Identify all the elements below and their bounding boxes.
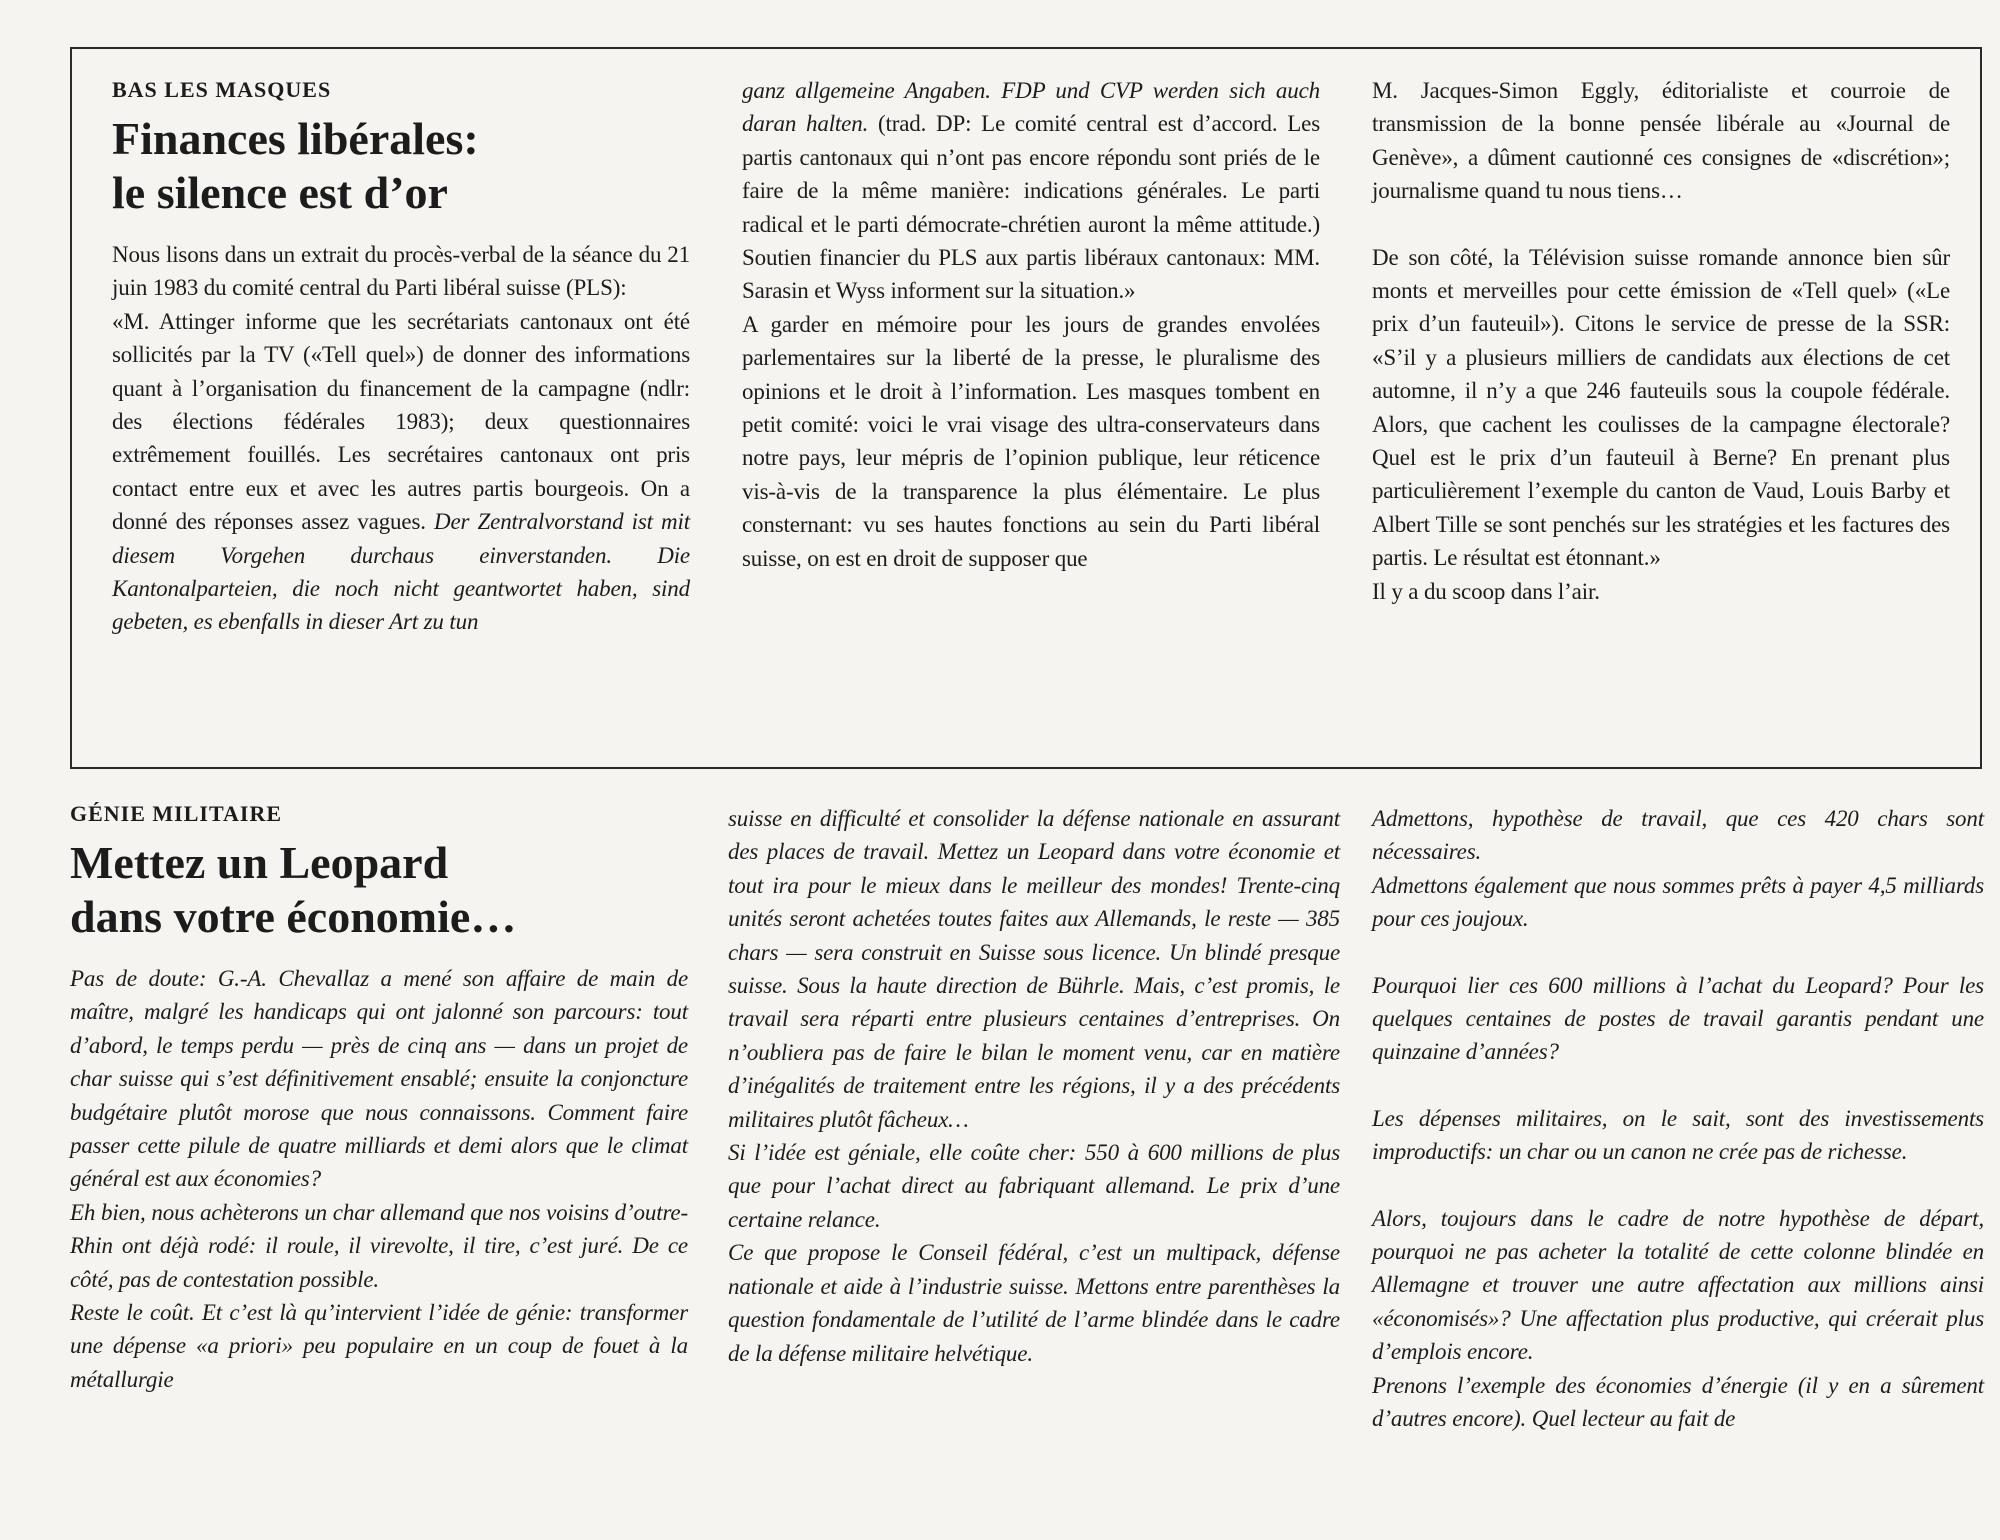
- article1-col1-paragraph2: [112, 305, 690, 639]
- article2-column1: [70, 800, 688, 1396]
- article2-column3: [1372, 802, 1984, 1436]
- article2-col2-paragraph3: Ce que propose le Conseil fédéral, c’est un multipack, défense nationale et aide à l’industrie suisse. Mettons entre parenthèses la question fondamentale de l’utilité de l’arme blindée dans le cadre de la défense militaire helvétique.: [728, 1240, 1340, 1366]
- article2-col1-paragraph2: Eh bien, nous achèterons un char allemand que nos voisins d’outre-Rhin ont déjà rodé: il roule, il virevolte, il tire, c’est juré. De ce côté, pas de contestation possible.: [70, 1199, 688, 1292]
- article2-headline: [70, 836, 688, 944]
- article1-column3: [1372, 74, 1950, 608]
- article1-col3-paragraph3: Il y a du scoop dans l’air.: [1372, 578, 1600, 604]
- article1-kicker: BAS LES MASQUES: [112, 77, 332, 102]
- article1-col1-paragraph1: Nous lisons dans un extrait du procès-verbal de la séance du 21 juin 1983 du comité central du Parti libéral suisse (PLS):: [112, 242, 690, 301]
- article2-column2: [728, 802, 1340, 1370]
- article2-col3-paragraph1: Admettons, hypothèse de travail, que ces 420 chars sont nécessaires.: [1372, 806, 1984, 865]
- article2-col3-paragraph5: Alors, toujours dans le cadre de notre hypothèse de départ, pourquoi ne pas acheter la totalité de cette colonne blindée en Allemagne et trouver une autre affectation aux millions ainsi «économisés»? Une affectation plus productive, qui créerait plus d’emplois encore.: [1372, 1205, 1984, 1365]
- article1-col2-paragraph2: A garder en mémoire pour les jours de grandes envolées parlementaires sur la liberté de la presse, le pluralisme des opinions et le droit à l’information. Les masques tombent en petit comité: voici le vrai visage des ultra-conservateurs dans notre pays, leur mépris de l’opinion publique, leur réticence vis-à-vis de la transparence la plus élémentaire. Le plus consternant: vu ses hautes fonctions au sein du Parti libéral suisse, on est en droit de supposer que: [742, 311, 1320, 571]
- article1-col3-paragraph2: De son côté, la Télévision suisse romande annonce bien sûr monts et merveilles pour cette émission de «Tell quel» («Le prix d’un fauteuil»). Citons le service de presse de la SSR: «S’il y a plusieurs milliers de candidats aux élections de cet automne, il n’y a que 246 fauteuils sous la coupole fédérale. Alors, que cachent les coulisses de la campagne électorale? Quel est le prix d’un fauteuil à Berne? En prenant plus particulièrement l’exemple du canton de Vaud, Louis Barby et Albert Tille se sont penchés sur les stratégies et les factures des partis. Le résultat est étonnant.»: [1372, 244, 1950, 571]
- article2-kicker: GÉNIE MILITAIRE: [70, 801, 283, 826]
- article1-headline-line1: Finances libérales:: [112, 113, 479, 164]
- article2-col3-paragraph6: Prenons l’exemple des économies d’énergie (il y en a sûrement d’autres encore). Quel lecteur au fait de: [1372, 1372, 1984, 1432]
- article2-headline-line1: Mettez un Leopard: [70, 837, 449, 888]
- article1-col2-german-quote: ganz allgemeine Angaben. FDP und CVP werden sich auch daran halten.: [742, 78, 1320, 137]
- article1-col2-translation: (trad. DP: Le comité central est d’accord. Les partis cantonaux qui n’ont pas encore répondu sont priés de le faire de la même manière: indications générales. Le parti radical et le parti démocrate-chrétien auront la même attitude.) Soutien financier du PLS aux partis libéraux cantonaux: MM. Sarasin et Wyss informent sur la situation.»: [742, 111, 1320, 304]
- article1-headline: [112, 112, 690, 220]
- article2-col3-paragraph2: Admettons également que nous sommes prêts à payer 4,5 milliards pour ces joujoux.: [1372, 872, 1984, 932]
- article1-col1-german-quote: Der Zentralvorstand ist mit diesem Vorgehen durchaus einverstanden. Die Kantonalparteien, die noch nicht geantwortet haben, sind gebeten, es ebenfalls in dieser Art zu tun: [112, 509, 690, 635]
- article2-headline-line2: dans votre économie…: [70, 891, 517, 942]
- article2-col1-paragraph1: Pas de doute: G.-A. Chevallaz a mené son affaire de main de maître, malgré les handicaps qui ont jalonné son parcours: tout d’abord, le temps perdu — près de cinq ans — dans un projet de char suisse qui s’est définitivement ensablé; ensuite la conjoncture budgétaire plutôt morose que nous connaissons. Comment faire passer cette pilule de quatre milliards et demi alors que le climat général est aux économies?: [70, 966, 688, 1192]
- article1-col2-paragraph1: [742, 74, 1320, 308]
- article1-col3-paragraph1: M. Jacques-Simon Eggly, éditorialiste et courroie de transmission de la bonne pensée libérale au «Journal de Genève», a dûment cautionné ces consignes de «discrétion»; journalisme quand tu nous tiens…: [1372, 78, 1950, 204]
- article1-column1: [112, 76, 690, 639]
- article2-col1-paragraph3: Reste le coût. Et c’est là qu’intervient l’idée de génie: transformer une dépense «a priori» peu populaire en un coup de fouet à la métallurgie: [70, 1300, 688, 1392]
- article1-headline-line2: le silence est d’or: [112, 167, 448, 218]
- article2-col3-paragraph4: Les dépenses militaires, on le sait, sont des investissements improductifs: un char ou un canon ne crée pas de richesse.: [1372, 1105, 1984, 1165]
- article1-col1-quote: «M. Attinger informe que les secrétariats cantonaux ont été sollicités par la TV («Tell quel») de donner des informations quant à l’organisation du financement de la campagne (ndlr: des élections fédérales 1983); deux questionnaires extrêmement fouillés. Les secrétaires cantonaux ont pris contact entre eux et avec les autres partis bourgeois. On a donné des réponses assez vagues.: [112, 308, 690, 535]
- article2-col3-paragraph3: Pourquoi lier ces 600 millions à l’achat du Leopard? Pour les quelques centaines de postes de travail garantis pendant une quinzaine d’années?: [1372, 972, 1984, 1065]
- article1-column2: [742, 74, 1320, 575]
- article2-col2-paragraph2: Si l’idée est géniale, elle coûte cher: 550 à 600 millions de plus que pour l’achat direct au fabriquant allemand. Le prix d’une certaine relance.: [728, 1140, 1340, 1232]
- article2-col2-paragraph1: suisse en difficulté et consolider la défense nationale en assurant des places de travail. Mettez un Leopard dans votre économie et tout ira pour le mieux dans le meilleur des mondes! Trente-cinq unités seront achetées toutes faites aux Allemands, le reste — 385 chars — sera construit en Suisse sous licence. Un blindé presque suisse. Sous la haute direction de Bührle. Mais, c’est promis, le travail sera réparti entre plusieurs centaines d’entreprises. On n’oubliera pas de faire le bilan le moment venu, car en matière d’inégalités de traitement entre les régions, il y a des précédents militaires plutôt fâcheux…: [728, 806, 1340, 1132]
